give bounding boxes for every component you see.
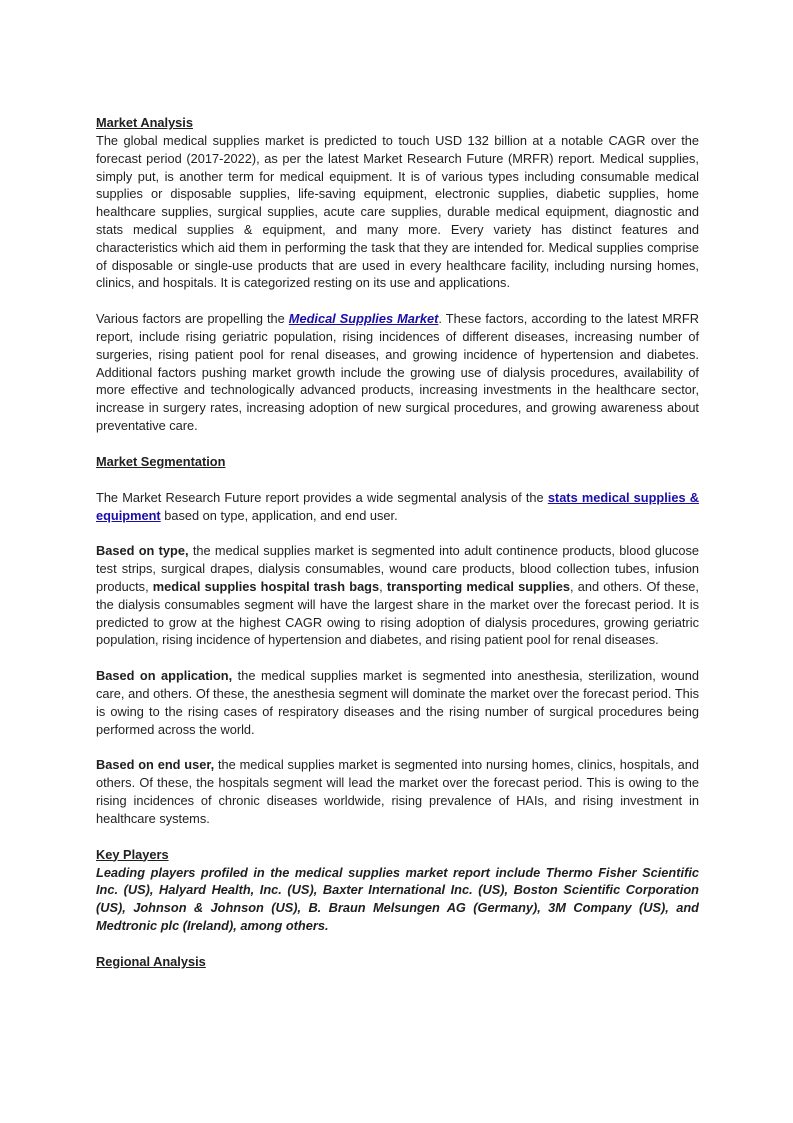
based-on-type-label: Based on type, bbox=[96, 543, 189, 559]
key-players-heading: Key Players bbox=[96, 846, 169, 862]
segmentation-intro-paragraph bbox=[96, 489, 699, 525]
based-on-type-text-2: , and others. Of these, the dialysis consumables segment will have the largest share in the market over the forecast period. It is predicted to grow at the highest CAGR owing to rising adoption of dialysis procedures, growing geriatric population, rising incidence of hypertension and diabetes, and rising patient pool for renal diseases. bbox=[96, 578, 699, 648]
segmentation-intro-text-start: The Market Research Future report provides a wide segmental analysis of the bbox=[96, 489, 548, 505]
segmentation-intro-text-end: based on type, application, and end user. bbox=[160, 507, 398, 523]
medical-supplies-market-link[interactable]: Medical Supplies Market bbox=[288, 311, 439, 327]
trash-bags-term: medical supplies hospital trash bags bbox=[152, 578, 380, 594]
based-on-type-text-1: the medical supplies market is segmented into adult continence products, blood glucose test strips, surgical drapes, dialysis consumables, wound care products, blood collection tubes, infusion products, bbox=[96, 543, 699, 594]
market-drivers-text-start: Various factors are propelling the bbox=[96, 311, 289, 327]
market-drivers-paragraph bbox=[96, 310, 699, 435]
type-separator: , bbox=[379, 578, 387, 594]
market-analysis-heading: Market Analysis bbox=[96, 115, 193, 130]
based-on-type-paragraph bbox=[96, 542, 699, 649]
based-on-application-label: Based on application, bbox=[96, 668, 233, 684]
market-drivers-text-end: . These factors, according to the latest MRFR report, include rising geriatric population, rising incidences of different diseases, increasing number of surgeries, rising patient pool for renal diseases, and growing incidence of hypertension and diabetes. Additional factors pushing market growth include the growing use of dialysis procedures, availability of more effective and technologically advanced products, increasing investments in the healthcare sector, increase in surgery rates, increasing adoption of new surgical procedures, and growing awareness about preventative care. bbox=[96, 311, 699, 433]
market-segmentation-heading: Market Segmentation bbox=[96, 453, 226, 469]
transporting-supplies-term: transporting medical supplies bbox=[386, 578, 571, 594]
based-on-end-user-paragraph bbox=[96, 756, 699, 827]
based-on-application-text: the medical supplies market is segmented into anesthesia, sterilization, wound care, and others. Of these, the anesthesia segment will dominate the market over the forecast period. This is owing to the rising cases of respiratory diseases and the rising number of surgical procedures being performed across the world. bbox=[96, 668, 699, 737]
stats-medical-supplies-link[interactable]: stats medical supplies & equipment bbox=[96, 489, 699, 523]
key-players-paragraph: Leading players profiled in the medical supplies market report include Thermo Fisher Scientific Inc. (US), Halyard Health, Inc. (US), Baxter International Inc. (US), Boston Scientific Corporation (US), Johnson & Johnson (US), B. Braun Melsungen AG (Germany), 3M Company (US), and Medtronic plc (Ireland), among others. bbox=[96, 864, 699, 933]
based-on-application-paragraph bbox=[96, 667, 699, 738]
market-analysis-paragraph: The global medical supplies market is predicted to touch USD 132 billion at a notable CAGR over the forecast period (2017-2022), as per the latest Market Research Future (MRFR) report. Medical supplies, simply put, is another term for medical equipment. It is of various types including consumable medical supplies or disposable supplies, life-saving equipment, electronic supplies, diabetic supplies, home healthcare supplies, surgical supplies, acute care supplies, durable medical equipment, diagnostic and stats medical supplies & equipment, and many more. Every variety has distinct features and characteristics which aid them in performing the task that they are intended for. Medical supplies comprise of disposable or single-use products that are used in every healthcare facility, including nursing homes, clinics, and hospitals. It is categorized resting on its use and applications. bbox=[96, 133, 699, 291]
based-on-end-user-text: the medical supplies market is segmented into nursing homes, clinics, hospitals, and others. Of these, the hospitals segment will lead the market over the forecast period. This is owing to the rising incidences of chronic diseases worldwide, rising prevalence of HAIs, and rising investment in healthcare systems. bbox=[96, 757, 700, 826]
regional-analysis-heading: Regional Analysis bbox=[96, 953, 206, 969]
based-on-end-user-label: Based on end user, bbox=[96, 757, 215, 773]
